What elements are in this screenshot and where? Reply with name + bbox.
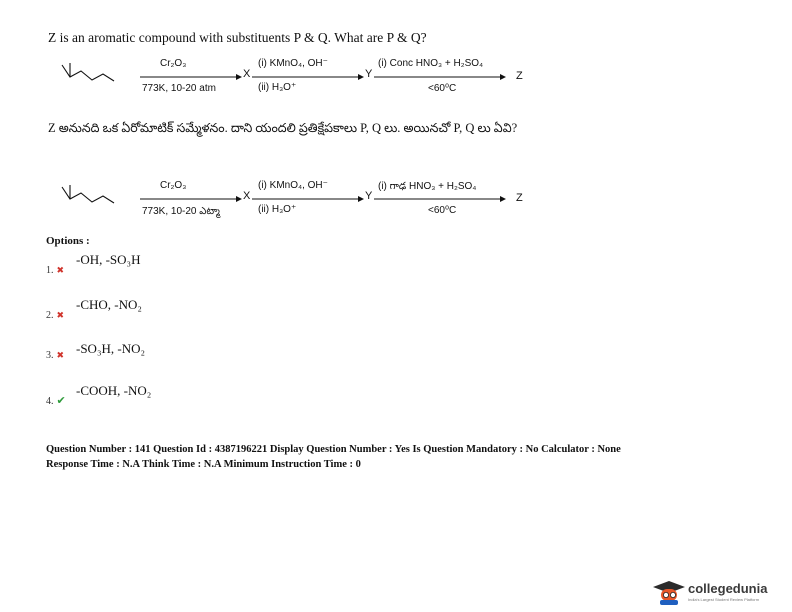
option-1-number: 1. ✖ xyxy=(46,265,65,276)
product-y: Y xyxy=(365,190,373,202)
logo-text: collegedunia xyxy=(688,581,768,596)
option-2-number: 2. ✖ xyxy=(46,310,65,321)
step3-conditions: <60⁰C xyxy=(428,205,457,216)
question-meta-line-2: Response Time : N.A Think Time : N.A Minimum Instruction Time : 0 xyxy=(46,459,361,470)
product-z: Z xyxy=(516,70,523,82)
step1-reagent: Cr₂O₃ xyxy=(160,180,187,191)
option-4-text[interactable]: -COOH, -NO₂ xyxy=(76,383,152,398)
step3-reagent: (i) Conc HNO₃ + H₂SO₄ xyxy=(378,58,484,69)
reaction-scheme-te xyxy=(40,174,560,222)
question-text-te: Z అనునది ఒక ఏరోమాటిక్ సమ్మేళనం. దాని యందలి ప్రతిక్షేపకాలు P, Q లు. అయినచో P, Q లు ఏవి? xyxy=(48,121,518,135)
options-title: Options : xyxy=(46,235,90,247)
product-z: Z xyxy=(516,192,523,204)
graduate-mascot-icon xyxy=(652,579,686,607)
step3-reagent: (i) గాఢ HNO₃ + H₂SO₄ xyxy=(378,181,477,192)
step2-workup: (ii) H₃O⁺ xyxy=(258,204,297,215)
option-1-text[interactable]: -OH, -SO₃H xyxy=(76,252,141,267)
step2-workup: (ii) H₃O⁺ xyxy=(258,82,297,93)
product-x: X xyxy=(243,190,251,202)
product-y: Y xyxy=(365,68,373,80)
step2-reagent: (i) KMnO₄, OH⁻ xyxy=(258,58,328,69)
option-3-text[interactable]: -SO₃H, -NO₂ xyxy=(76,341,146,356)
question-text-en: Z is an aromatic compound with substituents P & Q. What are P & Q? xyxy=(48,30,427,45)
check-icon: ✔ xyxy=(56,395,66,407)
option-2-text[interactable]: -CHO, -NO₂ xyxy=(76,297,142,312)
reaction-scheme-en xyxy=(40,52,560,100)
step1-reagent: Cr₂O₃ xyxy=(160,58,187,69)
cross-icon: ✖ xyxy=(56,350,65,360)
step1-conditions: 773K, 10-20 ఎట్మా xyxy=(142,206,220,217)
step1-conditions: 773K, 10-20 atm xyxy=(142,83,216,94)
logo-tagline: India's Largest Student Review Platform xyxy=(688,597,760,602)
step2-reagent: (i) KMnO₄, OH⁻ xyxy=(258,180,328,191)
option-4-number: 4. ✔ xyxy=(46,395,66,407)
cross-icon: ✖ xyxy=(56,265,65,275)
cross-icon: ✖ xyxy=(56,310,65,320)
collegedunia-logo xyxy=(652,578,788,608)
option-3-number: 3. ✖ xyxy=(46,350,65,361)
product-x: X xyxy=(243,68,251,80)
step3-conditions: <60⁰C xyxy=(428,83,457,94)
question-meta-line-1: Question Number : 141 Question Id : 4387196221 Display Question Number : Yes Is Question Mandatory : No Calculator : None xyxy=(46,444,621,455)
